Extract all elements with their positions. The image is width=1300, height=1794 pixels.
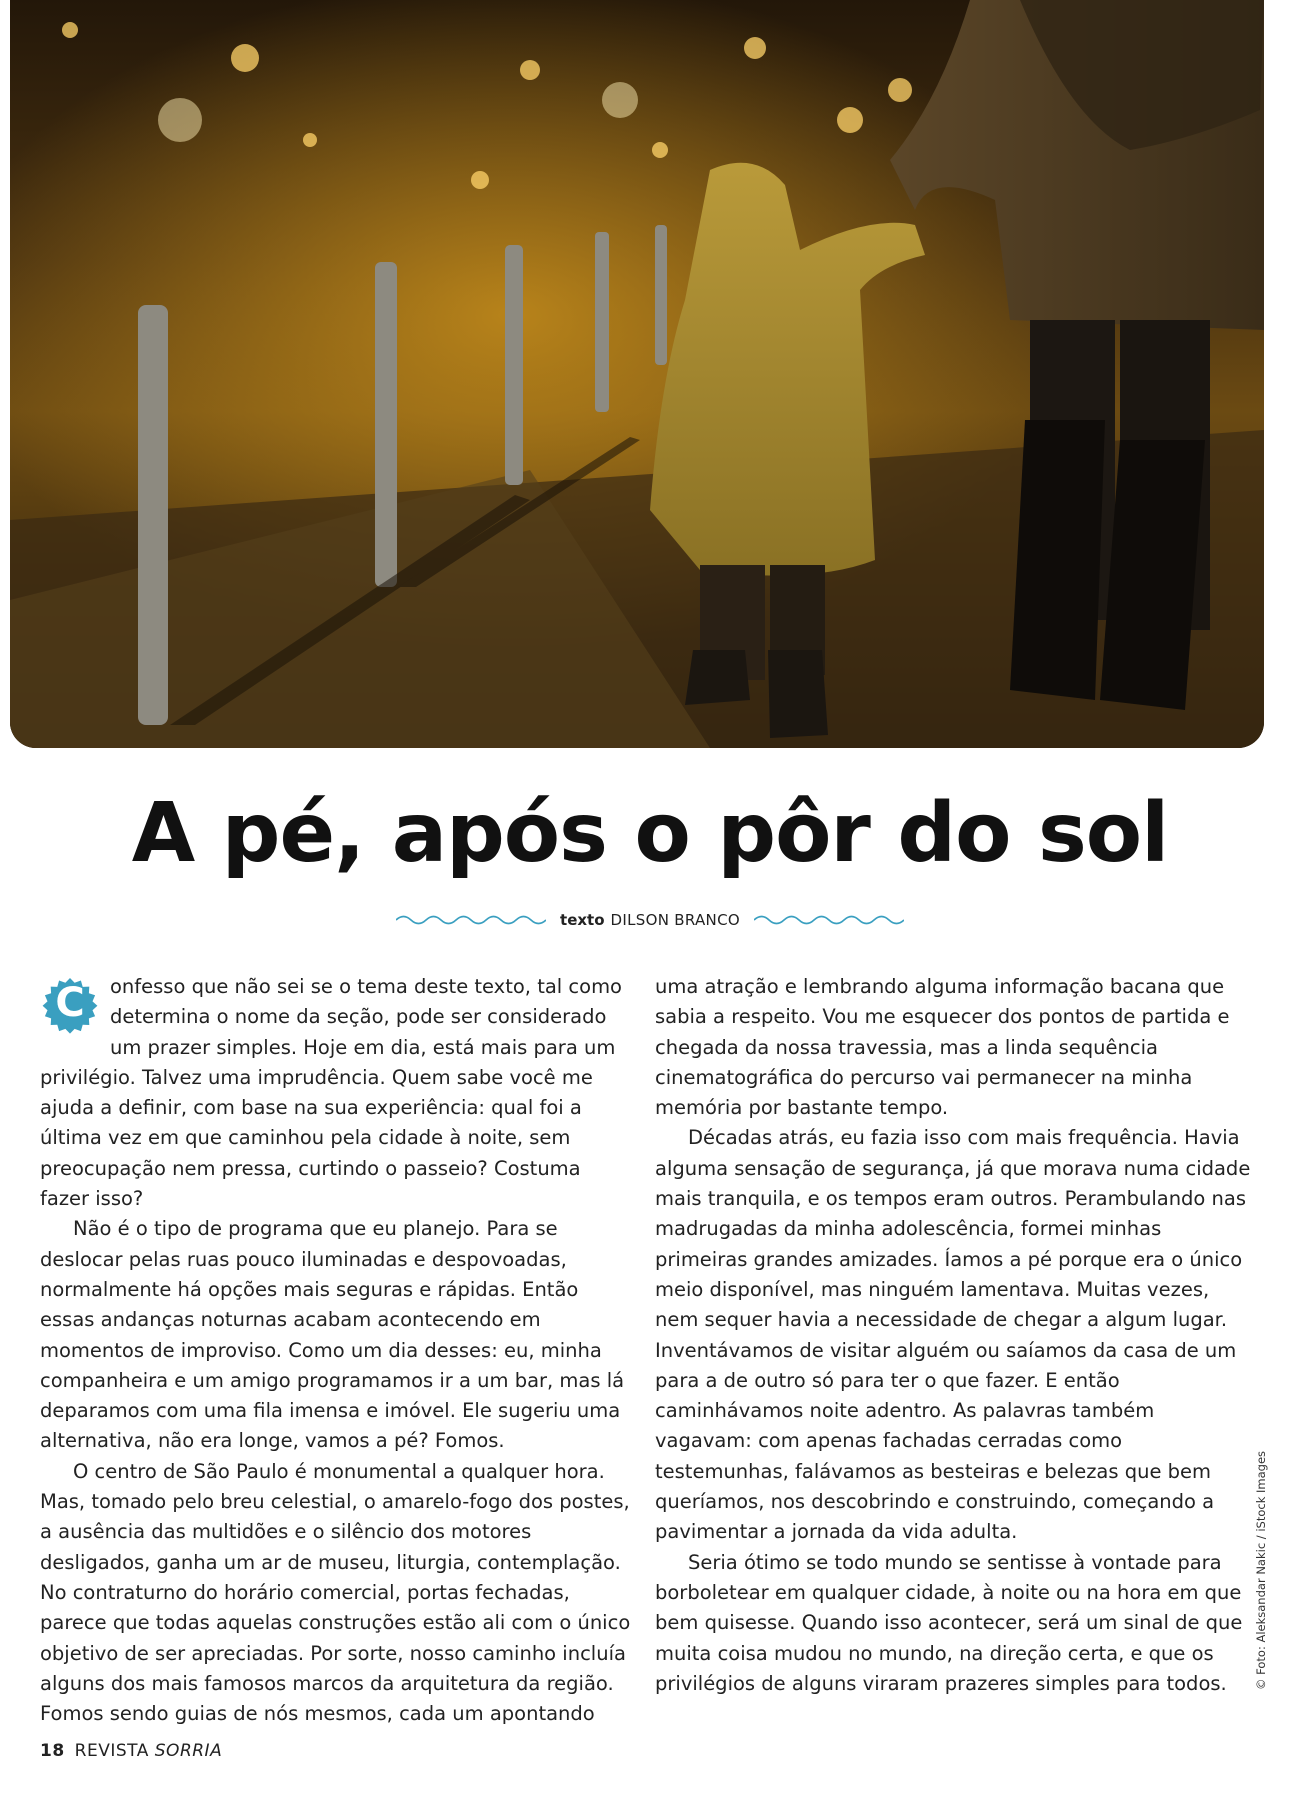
right-column: [655, 972, 1255, 1699]
article-title: A pé, após o pôr do sol: [131, 786, 1169, 881]
magazine-prefix: REVISTA: [74, 1741, 149, 1761]
paragraph-1: [40, 972, 635, 1214]
left-column: [40, 972, 635, 1729]
paragraph-3: O centro de São Paulo é monumental a qualquer hora. Mas, tomado pelo breu celestial, o amarelo-fogo dos postes, a ausência das multidões e o silêncio dos motores desligados, ganha um ar de museu, liturgia, contemplação. No contraturno do horário comercial, portas fechadas, parece que todas aquelas construções estão ali com o único objetivo de ser apreciadas. Por sorte, nosso caminho incluía alguns dos mais famosos marcos da arquitetura da região. Fomos sendo guias de nós mesmos, cada um apontando: [40, 1459, 631, 1726]
byline: [0, 908, 1300, 932]
byline-text: [560, 911, 740, 929]
photo-credit: © Foto: Aleksandar Nakic / iStock Images: [1254, 1450, 1268, 1690]
page-number: 18: [40, 1741, 65, 1761]
paragraph-3-continued: uma atração e lembrando alguma informação bacana que sabia a respeito. Vou me esquecer dos pontos de partida e chegada da nossa travessia, mas a linda sequência cinematográfica do percurso vai permanecer na minha memória por bastante tempo.: [655, 975, 1230, 1120]
wave-divider-icon-right: [754, 913, 904, 927]
hero-photo: [10, 0, 1264, 748]
byline-author: DILSON BRANCO: [610, 911, 740, 929]
paragraph-5: Seria ótimo se todo mundo se sentisse à vontade para borboletear em qualquer cidade, à noite ou na hora em que bem quisesse. Quando isso acontecer, será um sinal de que muita coisa mudou no mundo, na direção certa, e que os privilégios de alguns viraram prazeres simples para todos.: [655, 1550, 1243, 1695]
drop-cap-letter: C: [55, 980, 85, 1026]
paragraph-1-text: onfesso que não sei se o tema deste texto, tal como determina o nome da seção, pode ser considerado um prazer simples. Hoje em dia, está mais para um privilégio. Talvez uma imprudência. Quem sabe você me ajuda a definir, com base na sua experiência: qual foi a última vez em que caminhou pela cidade à noite, sem preocupação nem pressa, curtindo o passeio? Costuma fazer isso?: [40, 975, 622, 1211]
hero-photo-illustration: [10, 0, 1264, 748]
byline-label: texto: [560, 911, 605, 929]
drop-cap: [40, 976, 100, 1038]
wave-divider-icon-left: [396, 913, 546, 927]
paragraph-2: Não é o tipo de programa que eu planejo. Para se deslocar pelas ruas pouco iluminadas e despovoadas, normalmente há opções mais seguras e rápidas. Então essas andanças noturnas acabam acontecendo em momentos de improviso. Como um dia desses: eu, minha companheira e um amigo programamos ir a um bar, mas lá deparamos com uma fila imensa e imóvel. Ele sugeriu uma alternativa, não era longe, vamos a pé? Fomos.: [40, 1217, 625, 1453]
paragraph-4: Décadas atrás, eu fazia isso com mais frequência. Havia alguma sensação de segurança, já que morava numa cidade mais tranquila, e os tempos eram outros. Perambulando nas madrugadas da minha adolescência, formei minhas primeiras grandes amizades. Íamos a pé porque era o único meio disponível, mas ninguém lamentava. Muitas vezes, nem sequer havia a necessidade de chegar a algum lugar. Inventávamos de visitar alguém ou saíamos da casa de um para a de outro só para ter o que fazer. E então caminhávamos noite adentro. As palavras também vagavam: com apenas fachadas cerradas como testemunhas, falávamos as besteiras e belezas que bem queríamos, nos descobrindo e construindo, começando a pavimentar a jornada da vida adulta.: [655, 1126, 1251, 1544]
page-footer: [40, 1741, 222, 1761]
magazine-name: SORRIA: [154, 1741, 223, 1761]
